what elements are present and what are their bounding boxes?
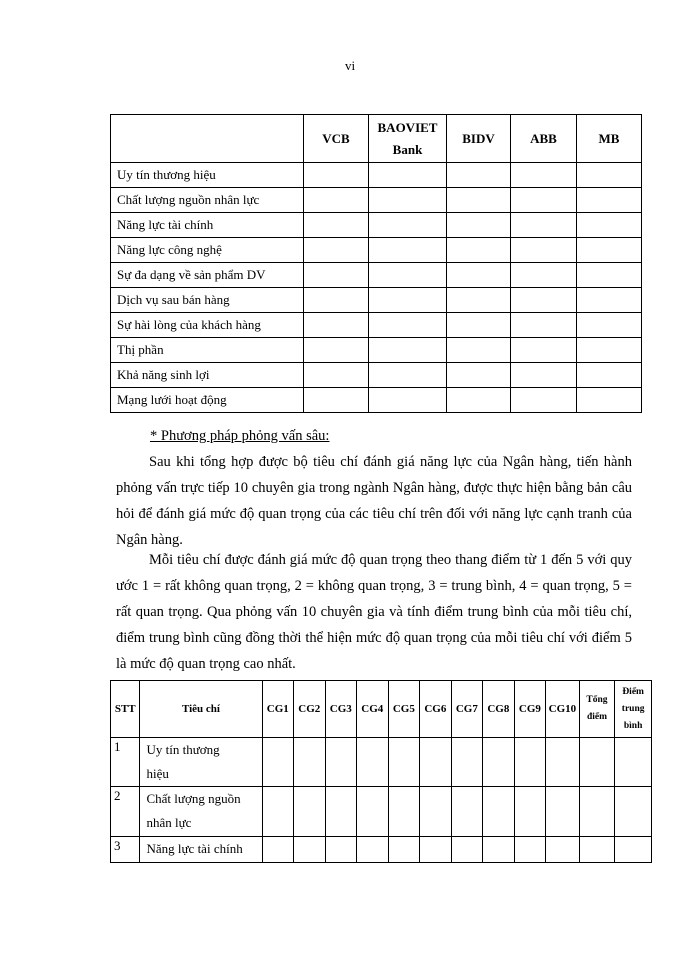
- empty-cell: [369, 263, 447, 288]
- header-expert-6: CG6: [420, 681, 452, 738]
- empty-cell: [511, 363, 577, 388]
- empty-cell: [451, 738, 483, 787]
- empty-cell: [511, 388, 577, 413]
- header-bank-bidv: BIDV: [447, 115, 511, 163]
- empty-cell: [577, 363, 642, 388]
- table-row: [111, 787, 652, 837]
- header-blank: [111, 115, 304, 163]
- empty-cell: [577, 263, 642, 288]
- empty-cell: [369, 238, 447, 263]
- header-criterion: Tiêu chí: [140, 681, 262, 738]
- empty-cell: [420, 837, 452, 863]
- empty-cell: [615, 837, 652, 863]
- table-row: [111, 738, 652, 787]
- empty-cell: [304, 338, 369, 363]
- body-paragraph-1-wrap: [116, 449, 632, 553]
- empty-cell: [615, 787, 652, 837]
- criterion-cell: Chất lượng nguồn nhân lực: [111, 188, 304, 213]
- header-total-line1: Tổng: [586, 695, 608, 705]
- header-bank-mb: MB: [577, 115, 642, 163]
- empty-cell: [447, 163, 511, 188]
- empty-cell: [447, 338, 511, 363]
- header-average-line1: Điểm: [622, 686, 644, 697]
- empty-cell: [514, 837, 546, 863]
- empty-cell: [447, 238, 511, 263]
- empty-cell: [579, 837, 615, 863]
- empty-cell: [388, 837, 420, 863]
- empty-cell: [511, 188, 577, 213]
- empty-cell: [514, 738, 546, 787]
- table-row: [111, 288, 642, 313]
- header-bank-baoviet-line1: BAOVIET: [377, 119, 438, 135]
- empty-cell: [447, 288, 511, 313]
- empty-cell: [447, 188, 511, 213]
- header-bank-abb: ABB: [511, 115, 577, 163]
- empty-cell: [577, 313, 642, 338]
- empty-cell: [511, 163, 577, 188]
- empty-cell: [483, 787, 515, 837]
- empty-cell: [369, 338, 447, 363]
- empty-cell: [514, 787, 546, 837]
- empty-cell: [304, 288, 369, 313]
- empty-cell: [447, 388, 511, 413]
- empty-cell: [615, 738, 652, 787]
- stt-cell: 1: [111, 738, 140, 787]
- empty-cell: [420, 738, 452, 787]
- empty-cell: [304, 163, 369, 188]
- empty-cell: [369, 163, 447, 188]
- table-row: [111, 213, 642, 238]
- body-paragraph: Sau khi tổng hợp được bộ tiêu chí đánh giá năng lực của Ngân hàng, tiến hành phỏng vấn trực tiếp 10 chuyên gia trong ngành Ngân hàng, được thực hiện bằng bản câu hỏi để đánh giá mức độ quan trọng của các tiêu chí trên đối với năng lực cạnh tranh của Ngân hàng.: [116, 454, 632, 548]
- empty-cell: [420, 787, 452, 837]
- empty-cell: [294, 787, 326, 837]
- header-average-line3: bình: [623, 720, 643, 731]
- empty-cell: [577, 238, 642, 263]
- criterion-line: Năng lực tài chính: [146, 841, 243, 856]
- criterion-cell: Sự đa dạng về sản phẩm DV: [111, 263, 304, 288]
- empty-cell: [447, 213, 511, 238]
- criterion-cell: Khả năng sinh lợi: [111, 363, 304, 388]
- criterion-cell: Uy tín thương hiệu: [111, 163, 304, 188]
- expert-scoring-table: [110, 680, 652, 863]
- empty-cell: [262, 837, 294, 863]
- criterion-cell: [140, 738, 262, 787]
- table-row: [111, 263, 642, 288]
- table-header-row: [111, 681, 652, 738]
- table-row: [111, 313, 642, 338]
- empty-cell: [577, 188, 642, 213]
- empty-cell: [369, 213, 447, 238]
- empty-cell: [546, 738, 580, 787]
- empty-cell: [483, 837, 515, 863]
- criterion-line: Chất lượng nguồn: [146, 791, 241, 806]
- stt-cell: 2: [111, 787, 140, 837]
- empty-cell: [511, 288, 577, 313]
- empty-cell: [357, 837, 389, 863]
- empty-cell: [579, 738, 615, 787]
- criterion-line: nhân lực: [146, 815, 192, 830]
- empty-cell: [262, 787, 294, 837]
- empty-cell: [304, 313, 369, 338]
- header-expert-7: CG7: [451, 681, 483, 738]
- table-row: [111, 363, 642, 388]
- empty-cell: [369, 363, 447, 388]
- header-total-line2: điểm: [586, 712, 607, 722]
- table-row: [111, 238, 642, 263]
- empty-cell: [369, 388, 447, 413]
- empty-cell: [447, 313, 511, 338]
- empty-cell: [577, 288, 642, 313]
- empty-cell: [511, 263, 577, 288]
- table-row: [111, 163, 642, 188]
- empty-cell: [304, 238, 369, 263]
- empty-cell: [577, 388, 642, 413]
- header-expert-5: CG5: [388, 681, 420, 738]
- header-stt: STT: [111, 681, 140, 738]
- criterion-cell: Mạng lưới hoạt động: [111, 388, 304, 413]
- empty-cell: [546, 837, 580, 863]
- header-expert-8: CG8: [483, 681, 515, 738]
- empty-cell: [511, 238, 577, 263]
- empty-cell: [511, 313, 577, 338]
- empty-cell: [294, 837, 326, 863]
- header-expert-2: CG2: [294, 681, 326, 738]
- header-bank-baoviet-line2: Bank: [392, 141, 423, 157]
- table-row: [111, 188, 642, 213]
- criterion-line: Uy tín thương: [146, 742, 220, 757]
- empty-cell: [483, 738, 515, 787]
- header-bank-baoviet: [369, 115, 447, 163]
- table-header-row: [111, 115, 642, 163]
- body-paragraph: Mỗi tiêu chí được đánh giá mức độ quan trọng theo thang điểm từ 1 đến 5 với quy ước 1 = rất không quan trọng, 2 = không quan trọng, 3 = trung bình, 4 = quan trọng, 5 = rất quan trọng. Qua phỏng vấn 10 chuyên gia và tính điểm trung bình của mỗi tiêu chí, điểm trung bình cũng đồng thời thể hiện mức độ quan trọng của mỗi tiêu chí với điểm 5 là mức độ quan trọng cao nhất.: [116, 552, 632, 672]
- empty-cell: [369, 313, 447, 338]
- section-heading: [150, 423, 329, 449]
- empty-cell: [546, 787, 580, 837]
- header-average-line2: trung: [621, 703, 645, 714]
- body-paragraph-2-wrap: [116, 547, 632, 677]
- empty-cell: [325, 837, 357, 863]
- empty-cell: [294, 738, 326, 787]
- bank-comparison-table: [110, 114, 642, 413]
- stt-cell: 3: [111, 837, 140, 863]
- empty-cell: [388, 787, 420, 837]
- empty-cell: [577, 163, 642, 188]
- criterion-cell: Thị phần: [111, 338, 304, 363]
- header-total: [579, 681, 615, 738]
- criterion-cell: [140, 837, 262, 863]
- header-bank-vcb: VCB: [304, 115, 369, 163]
- empty-cell: [325, 738, 357, 787]
- criterion-cell: [140, 787, 262, 837]
- empty-cell: [447, 363, 511, 388]
- header-average: [615, 681, 652, 738]
- header-expert-3: CG3: [325, 681, 357, 738]
- empty-cell: [304, 263, 369, 288]
- header-expert-10: CG10: [546, 681, 580, 738]
- empty-cell: [357, 787, 389, 837]
- empty-cell: [451, 837, 483, 863]
- header-expert-4: CG4: [357, 681, 389, 738]
- empty-cell: [388, 738, 420, 787]
- empty-cell: [262, 738, 294, 787]
- criterion-cell: Dịch vụ sau bán hàng: [111, 288, 304, 313]
- empty-cell: [451, 787, 483, 837]
- empty-cell: [369, 288, 447, 313]
- empty-cell: [357, 738, 389, 787]
- empty-cell: [304, 363, 369, 388]
- empty-cell: [304, 188, 369, 213]
- criterion-cell: Sự hài lòng của khách hàng: [111, 313, 304, 338]
- header-expert-9: CG9: [514, 681, 546, 738]
- empty-cell: [511, 213, 577, 238]
- empty-cell: [577, 213, 642, 238]
- empty-cell: [579, 787, 615, 837]
- table-row: [111, 388, 642, 413]
- header-expert-1: CG1: [262, 681, 294, 738]
- empty-cell: [304, 388, 369, 413]
- criterion-cell: Năng lực công nghệ: [111, 238, 304, 263]
- empty-cell: [577, 338, 642, 363]
- table-row: [111, 837, 652, 863]
- empty-cell: [369, 188, 447, 213]
- empty-cell: [325, 787, 357, 837]
- table-row: [111, 338, 642, 363]
- criterion-cell: Năng lực tài chính: [111, 213, 304, 238]
- empty-cell: [447, 263, 511, 288]
- empty-cell: [511, 338, 577, 363]
- page-number: vi: [344, 58, 356, 73]
- empty-cell: [304, 213, 369, 238]
- section-heading-text: * Phương pháp phỏng vấn sâu:: [150, 428, 330, 444]
- criterion-line: hiệu: [146, 766, 169, 781]
